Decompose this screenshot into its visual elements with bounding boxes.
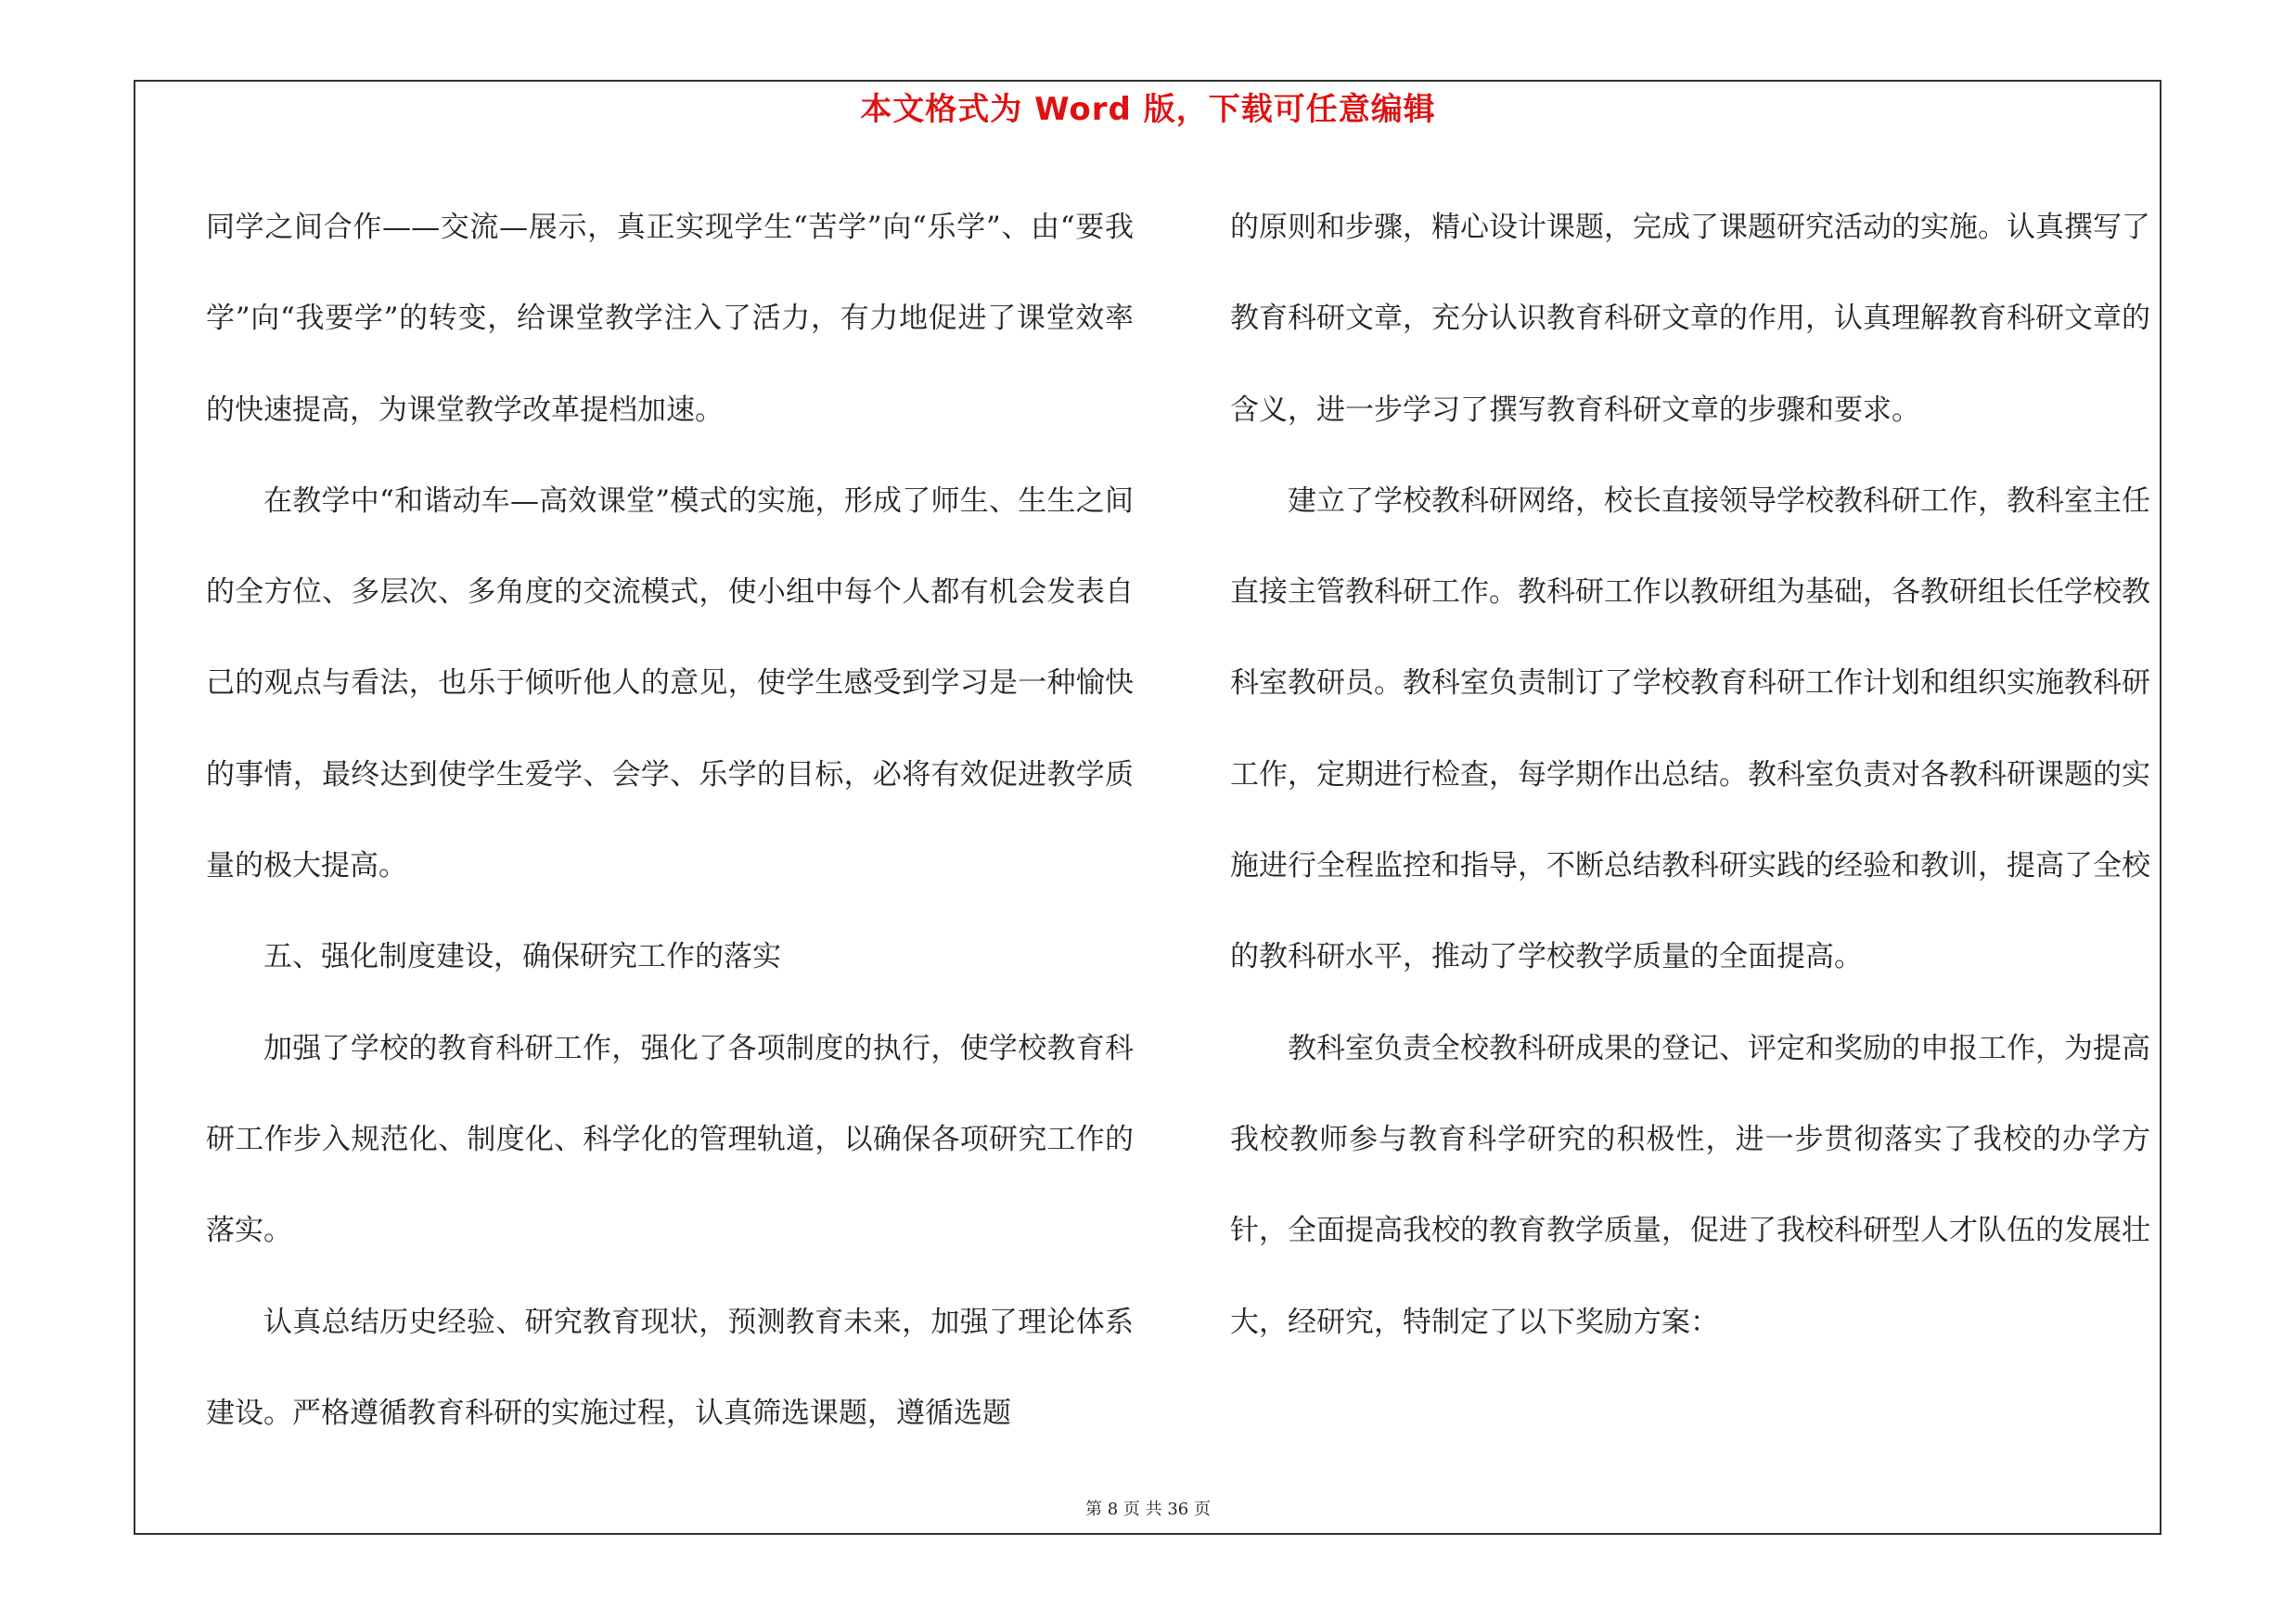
paragraph-continued: 同学之间合作——交流—展示，真正实现学生“苦学”向“乐学”、由“要我学”向“我要学”的转变，给课堂教学注入了活力，有力地促进了课堂效率的快速提高，为课堂教学改革提档加速。	[206, 211, 1134, 427]
left-column	[206, 182, 1134, 1459]
paragraph: 认真总结历史经验、研究教育现状，预测教育未来，加强了理论体系建设。严格遵循教育科研的实施过程，认真筛选课题，遵循选题	[206, 1305, 1134, 1430]
paragraph: 在教学中“和谐动车—高效课堂”模式的实施，形成了师生、生生之间的全方位、多层次、多角度的交流模式，使小组中每个人都有机会发表自己的观点与看法，也乐于倾听他人的意见，使学生感受到学习是一种愉快的事情，最终达到使学生爱学、会学、乐学的目标，必将有效促进教学质量的极大提高。	[206, 483, 1134, 883]
right-column	[1230, 182, 2150, 1368]
page-number-footer: 第 8 页 共 36 页	[1085, 1500, 1211, 1519]
paragraph-continued: 的原则和步骤，精心设计课题，完成了课题研究活动的实施。认真撰写了教育科研文章，充分认识教育科研文章的作用，认真理解教育科研文章的含义，进一步学习了撰写教育科研文章的步骤和要求。	[1230, 211, 2150, 427]
paragraph: 建立了学校教科研网络，校长直接领导学校教科研工作，教科室主任直接主管教科研工作。教科研工作以教研组为基础，各教研组长任学校教科室教研员。教科室负责制订了学校教育科研工作计划和组织实施教科研工作，定期进行检查，每学期作出总结。教科室负责对各教科研课题的实施进行全程监控和指导，不断总结教科研实践的经验和教训，提高了全校的教科研水平，推动了学校教学质量的全面提高。	[1230, 483, 2150, 974]
paragraph: 加强了学校的教育科研工作，强化了各项制度的执行，使学校教育科研工作步入规范化、制度化、科学化的管理轨道，以确保各项研究工作的落实。	[206, 1031, 1134, 1248]
section-heading: 五、强化制度建设，确保研究工作的落实	[263, 940, 781, 974]
format-banner: 本文格式为 Word 版，下载可任意编辑	[860, 91, 1436, 128]
paragraph: 教科室负责全校教科研成果的登记、评定和奖励的申报工作，为提高我校教师参与教育科学研究的积极性，进一步贯彻落实了我校的办学方针，全面提高我校的教育教学质量，促进了我校科研型人才队伍的发展壮大，经研究，特制定了以下奖励方案：	[1230, 1031, 2150, 1339]
